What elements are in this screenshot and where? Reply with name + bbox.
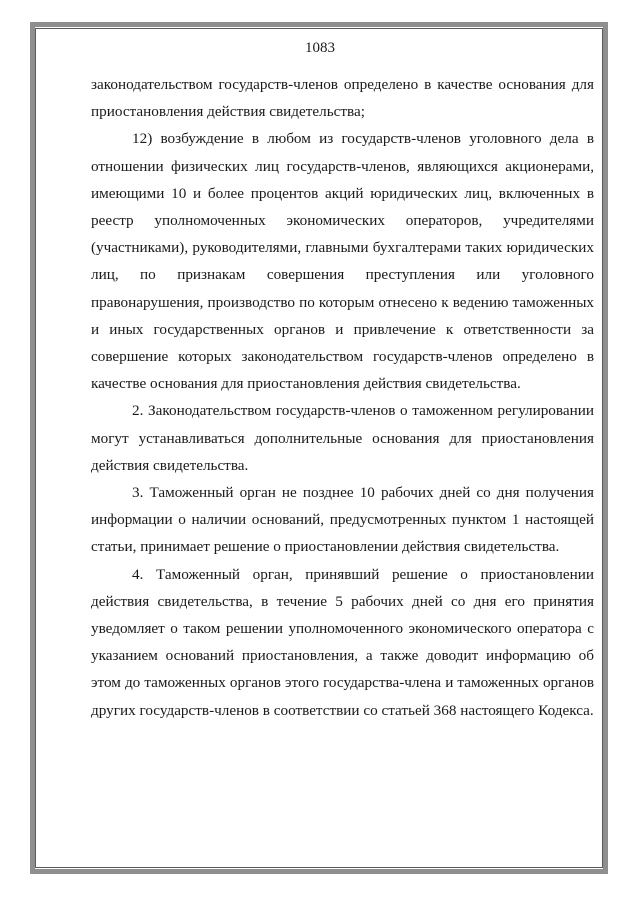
page-number: 1083 <box>305 40 335 56</box>
paragraph-continuation: законодательством государств-членов определено в качестве основания для приостановления действия свидетельства; <box>91 76 594 121</box>
paragraph-point-4: 4. Таможенный орган, принявший решение о приостановлении действия свидетельства, в течение 5 рабочих дней со дня его принятия уведомляет о таком решении уполномоченного экономического оператора с указанием оснований приостановления, а также доводит информацию об этом до таможенных органов этого государства-члена и таможенных органов других государств-членов в соответствии со статьей 368 настоящего Кодекса. <box>91 565 594 719</box>
document-body <box>91 71 594 724</box>
paragraph-item-12: 12) возбуждение в любом из государств-членов уголовного дела в отношении физических лиц государств-членов, являющихся акционерами, имеющими 10 и более процентов акций юридических лиц, включенных в реестр уполномоченных экономических операторов, учредителями (участниками), руководителями, главными бухгалтерами таких юридических лиц, по признакам совершения преступления или уголовного правонарушения, производство по которым отнесено к ведению таможенных и иных государственных органов и привлечение к ответственности за совершение которых законодательством государств-членов определено в качестве основания для приостановления действия свидетельства. <box>91 130 594 393</box>
paragraph-point-3: 3. Таможенный орган не позднее 10 рабочих дней со дня получения информации о наличии оснований, предусмотренных пунктом 1 настоящей статьи, принимает решение о приостановлении действия свидетельства. <box>91 484 594 556</box>
paragraph-point-2: 2. Законодательством государств-членов о таможенном регулировании могут устанавливаться дополнительные основания для приостановления действия свидетельства. <box>91 402 594 474</box>
